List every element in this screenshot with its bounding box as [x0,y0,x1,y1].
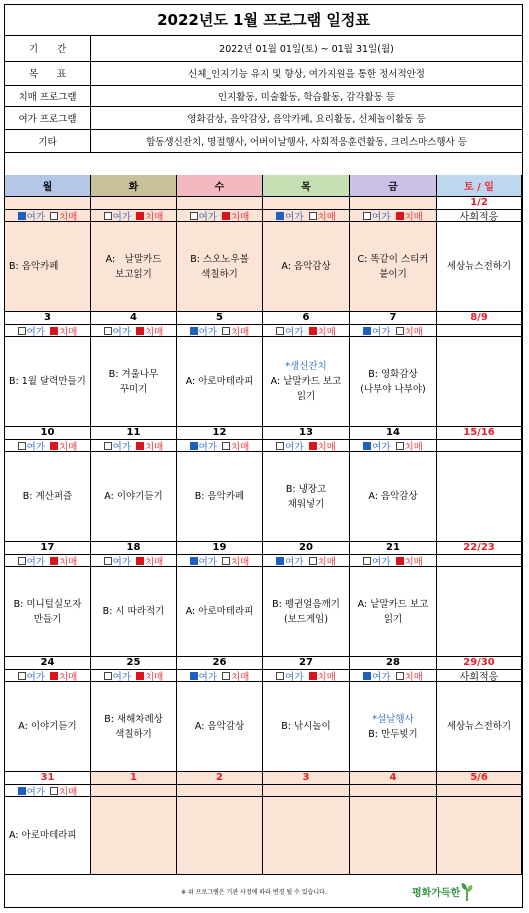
program-line: B: 펭귄얼음깨기 [272,598,340,610]
program-type-checks [5,785,91,797]
info-value: 인지활동, 미술활동, 학습활동, 감각활동 등 [217,91,396,103]
program-type-checks [5,210,91,222]
program-type-checks [177,785,263,797]
special-event: *생신잔치 [285,361,327,372]
program-line: 색칠하기 [115,728,152,740]
program-cell [5,567,91,657]
program-cell [350,452,437,542]
leisure-checkbox [104,557,112,565]
center-logo [412,879,474,903]
program-cell [437,337,522,427]
date-number: 7 [350,312,437,325]
program-cell [177,452,263,542]
program-type-checks [91,325,177,337]
info-value: 신체_인지기능 유지 및 향상, 여가지원을 통한 정서적안정 [188,69,425,80]
program-type-checks [437,440,522,452]
program-line: (보드게임) [283,613,329,625]
date-number: 11 [91,427,177,440]
dementia-checkbox [222,672,230,680]
dementia-checkbox [50,672,58,680]
dementia-label: 치매 [59,326,78,338]
info-row [5,106,522,130]
leisure-label: 여가 [26,211,45,223]
program-type-checks [91,670,177,682]
dementia-label: 치매 [145,441,164,453]
leisure-checkbox [18,327,26,335]
leisure-label: 여가 [285,556,304,568]
info-spacer-row [5,152,522,176]
dementia-checkbox [396,442,404,450]
info-row [5,61,522,86]
program-cell [437,222,522,312]
program-cell [177,797,263,875]
date-number: 24 [5,657,91,670]
program-cell [177,567,263,657]
program-type-checks [437,325,522,337]
leisure-label: 여가 [198,211,217,223]
date-number: 17 [5,542,91,555]
dementia-label: 치매 [59,441,78,453]
leisure-label: 여가 [26,786,45,798]
special-event: *설날행사 [372,713,414,725]
info-label: 여가 프로그램 [5,106,91,129]
leisure-label: 여가 [285,211,304,223]
program-cell [350,567,437,657]
date-number: 15/16 [437,427,522,440]
program-cell [5,337,91,427]
leisure-label: 여가 [285,326,304,338]
program-line: 세상뉴스전하기 [446,261,512,272]
program-line: 색칠하기 [201,268,238,280]
footer [5,875,522,907]
leisure-label: 여가 [198,671,217,683]
dementia-checkbox [222,442,230,450]
leisure-checkbox [104,672,112,680]
program-line: 읽기 [296,391,316,402]
logo-text: 평화가득한 [412,887,461,899]
date-number: 20 [263,542,350,555]
dementia-label: 치매 [404,441,423,453]
program-cell [437,452,522,542]
leisure-label: 여가 [26,441,45,453]
leisure-label: 여가 [198,441,217,453]
schedule-page [4,4,523,908]
dementia-checkbox [136,442,144,450]
program-type-checks [350,670,437,682]
leisure-checkbox [363,442,371,450]
date-number: 26 [177,657,263,670]
dementia-checkbox [222,327,230,335]
leisure-checkbox [276,557,284,565]
program-line: B: 낚시놀이 [281,721,331,732]
date-number: 3 [263,772,350,785]
dementia-label: 치매 [59,671,78,683]
info-label: 목 표 [5,61,91,85]
program-type-checks [350,440,437,452]
program-line: B: 새해차례상 [104,713,163,725]
program-type-checks [350,210,437,222]
program-cell [177,682,263,772]
dementia-checkbox [309,212,317,220]
program-line: B: 영화감상 [368,368,418,380]
leisure-checkbox [363,557,371,565]
date-number: 25 [91,657,177,670]
program-type-checks [350,555,437,567]
program-cell [177,222,263,312]
dementia-checkbox [50,212,58,220]
info-row [5,85,522,107]
dementia-label: 치매 [59,786,78,798]
leisure-checkbox [276,212,284,220]
leisure-checkbox [104,212,112,220]
program-line: 붙이기 [379,268,407,280]
date-number: 8/9 [437,312,522,325]
leisure-label: 여가 [372,441,391,453]
program-type-checks [91,440,177,452]
program-line: A: 아로마테라피 [9,830,77,841]
dementia-label: 치매 [404,326,423,338]
program-cell [5,222,91,312]
day-header: 수 [177,175,263,197]
program-type-checks [263,555,350,567]
leisure-checkbox [190,672,198,680]
program-cell [350,337,437,427]
dementia-checkbox [396,672,404,680]
day-header: 토 / 일 [437,175,522,197]
program-cell [437,682,522,772]
leisure-checkbox [190,212,198,220]
day-header: 목 [263,175,350,197]
leisure-label: 여가 [372,671,391,683]
info-value: 2022년 01월 01일(토) ~ 01월 31일(월) [219,44,394,55]
program-line: A: 낱말카드 보고 [357,598,429,610]
program-type-checks [177,440,263,452]
leisure-checkbox [18,787,26,795]
leisure-label: 여가 [372,326,391,338]
date-number: 21 [350,542,437,555]
dementia-label: 치매 [317,326,336,338]
program-type-checks [350,325,437,337]
date-number: 14 [350,427,437,440]
weekend-note: 사회적응 [437,670,522,682]
dementia-label: 치매 [59,556,78,568]
dementia-label: 치매 [404,556,423,568]
program-type-checks [91,210,177,222]
program-line: B: 1월 달력만들기 [9,376,86,387]
dementia-checkbox [136,672,144,680]
date-number: 4 [350,772,437,785]
leisure-checkbox [276,327,284,335]
program-line: B: 냉장고 [285,483,327,495]
program-line: 보고읽기 [115,268,152,280]
program-line: 채워넣기 [287,498,325,510]
program-type-checks [5,440,91,452]
leisure-checkbox [190,327,198,335]
program-cell [91,682,177,772]
program-line: C: 똑같이 스티커 [357,253,429,265]
day-header: 월 [5,175,91,197]
date-number: 31 [5,772,91,785]
dementia-label: 치매 [145,556,164,568]
program-line: 읽기 [383,613,403,625]
date-number: 28 [350,657,437,670]
leisure-checkbox [363,327,371,335]
program-cell [263,567,350,657]
info-label: 치매 프로그램 [5,85,91,106]
program-line: A: 이야기듣기 [104,491,163,502]
leisure-label: 여가 [112,211,131,223]
program-line: B: 스오노우볼 [190,253,249,265]
leisure-checkbox [190,442,198,450]
program-type-checks [263,785,350,797]
program-line: 꾸미기 [119,383,148,395]
dementia-label: 치매 [145,671,164,683]
dementia-checkbox [50,442,58,450]
date-number: 18 [91,542,177,555]
program-type-checks [177,210,263,222]
info-value: 합동생신잔치, 명절행사, 어버이날행사, 사회적응훈련활동, 크리스마스행사 등 [146,136,467,148]
leisure-checkbox [276,442,284,450]
leisure-label: 여가 [285,671,304,683]
dementia-checkbox [396,557,404,565]
date-number: 6 [263,312,350,325]
dementia-label: 치매 [59,211,78,223]
program-cell [263,222,350,312]
dementia-checkbox [50,327,58,335]
program-type-checks [177,670,263,682]
date-number: 22/23 [437,542,522,555]
program-cell [350,797,437,875]
date-number: 3 [5,312,91,325]
program-type-checks [350,785,437,797]
program-cell [263,797,350,875]
program-type-checks [91,555,177,567]
date-number: 1 [91,772,177,785]
dementia-label: 치매 [231,671,250,683]
program-line: A: 아로마테라피 [185,376,254,387]
date-number [5,197,91,210]
program-line: A: 날말카드 [105,253,162,265]
program-line: B: 계산퍼즐 [22,491,73,502]
dementia-label: 치매 [317,671,336,683]
dementia-label: 치매 [317,211,336,223]
date-number [91,197,177,210]
program-type-checks [437,555,522,567]
dementia-checkbox [309,442,317,450]
program-line: B: 겨울나무 [108,368,159,380]
program-cell [263,337,350,427]
date-number: 2 [177,772,263,785]
program-line: B: 음악카페 [194,491,245,502]
dementia-checkbox [50,557,58,565]
leisure-label: 여가 [112,671,131,683]
program-cell [91,222,177,312]
leisure-checkbox [18,442,26,450]
day-header: 화 [91,175,177,197]
program-cell [5,682,91,772]
program-line: B: 미니털실모자 [13,598,82,610]
day-header: 금 [350,175,437,197]
dementia-label: 치매 [145,326,164,338]
info-label: 기 간 [5,35,91,61]
program-type-checks [177,325,263,337]
leisure-checkbox [18,672,26,680]
leisure-checkbox [276,672,284,680]
leisure-checkbox [18,212,26,220]
leisure-label: 여가 [285,441,304,453]
date-number: 19 [177,542,263,555]
program-line: 만들기 [33,613,62,625]
dementia-checkbox [309,672,317,680]
dementia-checkbox [396,327,404,335]
dementia-label: 치매 [404,671,423,683]
date-number: 13 [263,427,350,440]
program-line: A: 음악감상 [281,261,331,272]
leisure-label: 여가 [198,556,217,568]
leisure-checkbox [104,327,112,335]
sprout-icon [460,881,474,901]
date-number: 12 [177,427,263,440]
date-number: 4 [91,312,177,325]
program-line: A: 이야기듣기 [18,721,77,732]
date-number: 29/30 [437,657,522,670]
leisure-label: 여가 [112,556,131,568]
program-line: A: 낱말카드 보고 [270,376,342,387]
program-type-checks [263,670,350,682]
dementia-label: 치매 [145,211,164,223]
leisure-label: 여가 [372,211,391,223]
leisure-label: 여가 [112,441,131,453]
program-cell [5,797,91,875]
date-number [350,197,437,210]
dementia-checkbox [222,557,230,565]
date-number: 10 [5,427,91,440]
program-type-checks [5,555,91,567]
info-row [5,35,522,62]
dementia-label: 치매 [317,556,336,568]
date-number: 5 [177,312,263,325]
program-line: B: 만두빚기 [368,728,418,740]
program-cell [5,452,91,542]
program-line: A: 아로마테라피 [185,606,254,617]
dementia-label: 치매 [404,211,423,223]
dementia-checkbox [222,212,230,220]
dementia-checkbox [136,212,144,220]
leisure-checkbox [363,212,371,220]
program-cell [350,682,437,772]
program-line: B: 음악카페 [9,261,59,272]
leisure-label: 여가 [112,326,131,338]
leisure-checkbox [104,442,112,450]
info-label: 기타 [5,129,91,152]
dementia-label: 치매 [231,441,250,453]
leisure-checkbox [190,557,198,565]
leisure-checkbox [18,557,26,565]
program-cell [437,567,522,657]
info-row [5,129,522,153]
program-cell [91,797,177,875]
program-cell [263,452,350,542]
program-cell [91,452,177,542]
leisure-label: 여가 [198,326,217,338]
program-type-checks [91,785,177,797]
leisure-label: 여가 [372,556,391,568]
program-type-checks [263,325,350,337]
dementia-checkbox [136,327,144,335]
leisure-checkbox [363,672,371,680]
date-number: 27 [263,657,350,670]
program-cell [91,337,177,427]
dementia-checkbox [396,212,404,220]
program-line: A: 음악감상 [368,491,418,502]
dementia-checkbox [50,787,58,795]
program-type-checks [5,325,91,337]
date-number [263,197,350,210]
dementia-checkbox [309,557,317,565]
dementia-label: 치매 [317,441,336,453]
program-type-checks [263,440,350,452]
program-cell [91,567,177,657]
weekend-note: 사회적응 [437,210,522,222]
date-number: 1/2 [437,197,522,210]
dementia-label: 치매 [231,326,250,338]
dementia-checkbox [309,327,317,335]
program-line: B: 시 따라적기 [102,606,165,617]
program-line: A: 음악감상 [194,721,245,732]
program-cell [350,222,437,312]
program-line: (나부야 나부야) [360,383,426,395]
program-cell [263,682,350,772]
program-type-checks [437,785,522,797]
dementia-label: 치매 [231,211,250,223]
program-type-checks [177,555,263,567]
program-type-checks [5,670,91,682]
program-type-checks [263,210,350,222]
dementia-label: 치매 [231,556,250,568]
program-line: 세상뉴스전하기 [446,721,512,732]
leisure-label: 여가 [26,556,45,568]
program-cell [177,337,263,427]
date-number: 5/6 [437,772,522,785]
info-value: 영화감상, 음악감상, 음악카페, 요리활동, 신체놀이활동 등 [187,113,426,125]
date-number [177,197,263,210]
leisure-label: 여가 [26,671,45,683]
dementia-checkbox [136,557,144,565]
program-cell [437,797,522,875]
leisure-label: 여가 [26,326,45,338]
page-title: 2022년도 1월 프로그램 일정표 [5,5,522,36]
footer-note: ※ 위 프로그램은 기관 사정에 따라 변경 될 수 있습니다. [181,889,327,896]
